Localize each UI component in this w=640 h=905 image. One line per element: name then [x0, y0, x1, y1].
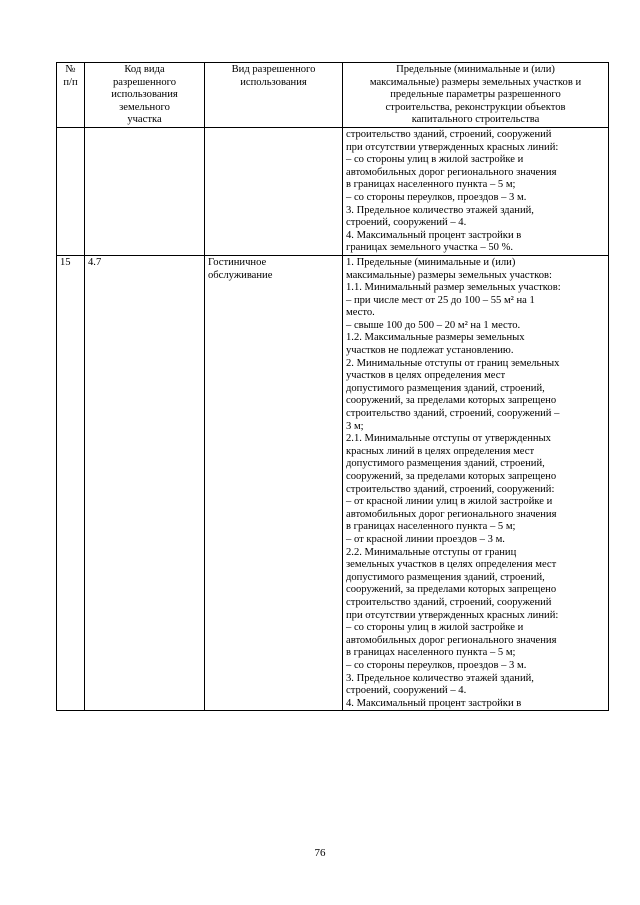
cell-text-line: в границах населенного пункта – 5 м;: [346, 647, 516, 659]
row-number: 15: [57, 255, 85, 710]
header-text-line: земельного: [119, 101, 170, 113]
cell-text-line: строительство зданий, строений, сооружений: [346, 596, 552, 608]
header-text-line: Код вида: [124, 64, 165, 75]
cell-text-line: 3. Предельное количество этажей зданий,: [346, 204, 534, 216]
cell-text-line: автомобильных дорог регионального значения: [346, 634, 557, 646]
cell-text-line: допустимого размещения зданий, строений,: [346, 571, 545, 583]
row-parameters: [343, 255, 609, 710]
cell-text-line: допустимого размещения зданий, строений,: [346, 458, 545, 470]
cell-text-line: сооружений, за пределами которых запрещено: [346, 471, 557, 482]
row-use-code: 4.7: [85, 255, 205, 710]
cell-text-line: 3. Предельное количество этажей зданий,: [346, 672, 534, 684]
cell-text-line: 3 м;: [346, 420, 364, 432]
cell-text-line: – со стороны переулков, проездов – 3 м.: [346, 659, 527, 671]
cell-text-line: 2.1. Минимальные отступы от утвержденных: [346, 433, 551, 445]
cell-text-line: 4. Максимальный процент застройки в: [346, 229, 522, 241]
cell-text-line: в границах населенного пункта – 5 м;: [346, 179, 516, 191]
cell-text-line: автомобильных дорог регионального значения: [346, 508, 557, 520]
table-header-row: [57, 63, 609, 128]
header-text-line: Предельные (минимальные и (или): [396, 64, 555, 75]
header-text-line: разрешенного: [112, 76, 177, 88]
cell-text-line: строительство зданий, строений, сооружений: [346, 128, 552, 140]
cell-text-line: участков в целях определения мест: [346, 370, 506, 382]
header-use-type: [205, 63, 343, 128]
cell-text-line: 2.2. Минимальные отступы от границ: [346, 546, 517, 558]
table-row: [57, 127, 609, 255]
cell-text-line: – от красной линии улиц в жилой застройке и: [346, 496, 553, 508]
cell-text-line: автомобильных дорог регионального значения: [346, 166, 557, 178]
cell-text-line: 2. Минимальные отступы от границ земельных: [346, 357, 560, 369]
cell-text-line: сооружений, за пределами которых запрещено: [346, 584, 557, 596]
header-text-line: строительства, реконструкции объектов: [385, 101, 566, 113]
cell-text-line: – со стороны переулков, проездов – 3 м.: [346, 191, 527, 203]
header-text-line: Вид разрешенного: [231, 64, 316, 75]
cell-text-line: земельных участков в целях определения мест: [346, 559, 557, 571]
row-use-type: [205, 255, 343, 710]
row-parameters: [343, 127, 609, 255]
header-text-line: капитального строительства: [411, 114, 540, 126]
cell-text-line: строений, сооружений – 4.: [346, 685, 467, 697]
cell-text-line: строительство зданий, строений, сооружений:: [346, 483, 555, 495]
table-row: [57, 255, 609, 710]
header-parameters: [343, 63, 609, 128]
cell-text-line: 1. Предельные (минимальные и (или): [346, 256, 516, 268]
header-number: [57, 63, 85, 128]
header-text-line: №: [65, 64, 76, 75]
cell-text-line: – свыше 100 до 500 – 20 м² на 1 место.: [346, 319, 521, 331]
cell-text-line: границах земельного участка – 50 %.: [346, 242, 514, 254]
cell-text-line: место.: [346, 307, 375, 319]
page-number: 76: [314, 847, 326, 859]
row-number: [57, 127, 85, 255]
cell-text-line: 4. Максимальный процент застройки в: [346, 697, 522, 709]
header-text-line: предельные параметры разрешенного: [390, 89, 561, 101]
row-use-code: [85, 127, 205, 255]
row-use-type: [205, 127, 343, 255]
cell-text-line: при отсутствии утвержденных красных линий:: [346, 141, 559, 153]
cell-text-line: допустимого размещения зданий, строений,: [346, 382, 545, 394]
land-use-table: [56, 62, 609, 711]
header-text-line: использования: [240, 76, 307, 88]
cell-text-line: – со стороны улиц в жилой застройке и: [346, 154, 524, 166]
cell-text-line: обслуживание: [208, 269, 273, 281]
cell-text-line: в границах населенного пункта – 5 м;: [346, 521, 516, 533]
header-text-line: участка: [127, 114, 162, 126]
header-use-code: [85, 63, 205, 128]
cell-text-line: – при числе мест от 25 до 100 – 55 м² на 1: [346, 294, 535, 306]
cell-text-line: – со стороны улиц в жилой застройке и: [346, 622, 524, 634]
cell-text-line: максимальные) размеры земельных участков:: [346, 269, 552, 281]
cell-text-line: строений, сооружений – 4.: [346, 217, 467, 229]
cell-text-line: Гостиничное: [208, 256, 267, 268]
cell-text-line: – от красной линии проездов – 3 м.: [346, 533, 505, 545]
cell-text-line: 1.2. Максимальные размеры земельных: [346, 332, 525, 344]
header-text-line: максимальные) размеры земельных участков и: [369, 76, 582, 88]
cell-text-line: сооружений, за пределами которых запрещено: [346, 395, 557, 407]
cell-text-line: строительство зданий, строений, сооружений –: [346, 408, 560, 420]
cell-text-line: 1.1. Минимальный размер земельных участков:: [346, 282, 561, 294]
cell-text-line: участков не подлежат установлению.: [346, 345, 514, 357]
header-text-line: использования: [111, 89, 178, 101]
cell-text-line: при отсутствии утвержденных красных линий:: [346, 609, 559, 621]
header-text-line: п/п: [63, 76, 78, 88]
cell-text-line: красных линий в целях определения мест: [346, 445, 535, 457]
